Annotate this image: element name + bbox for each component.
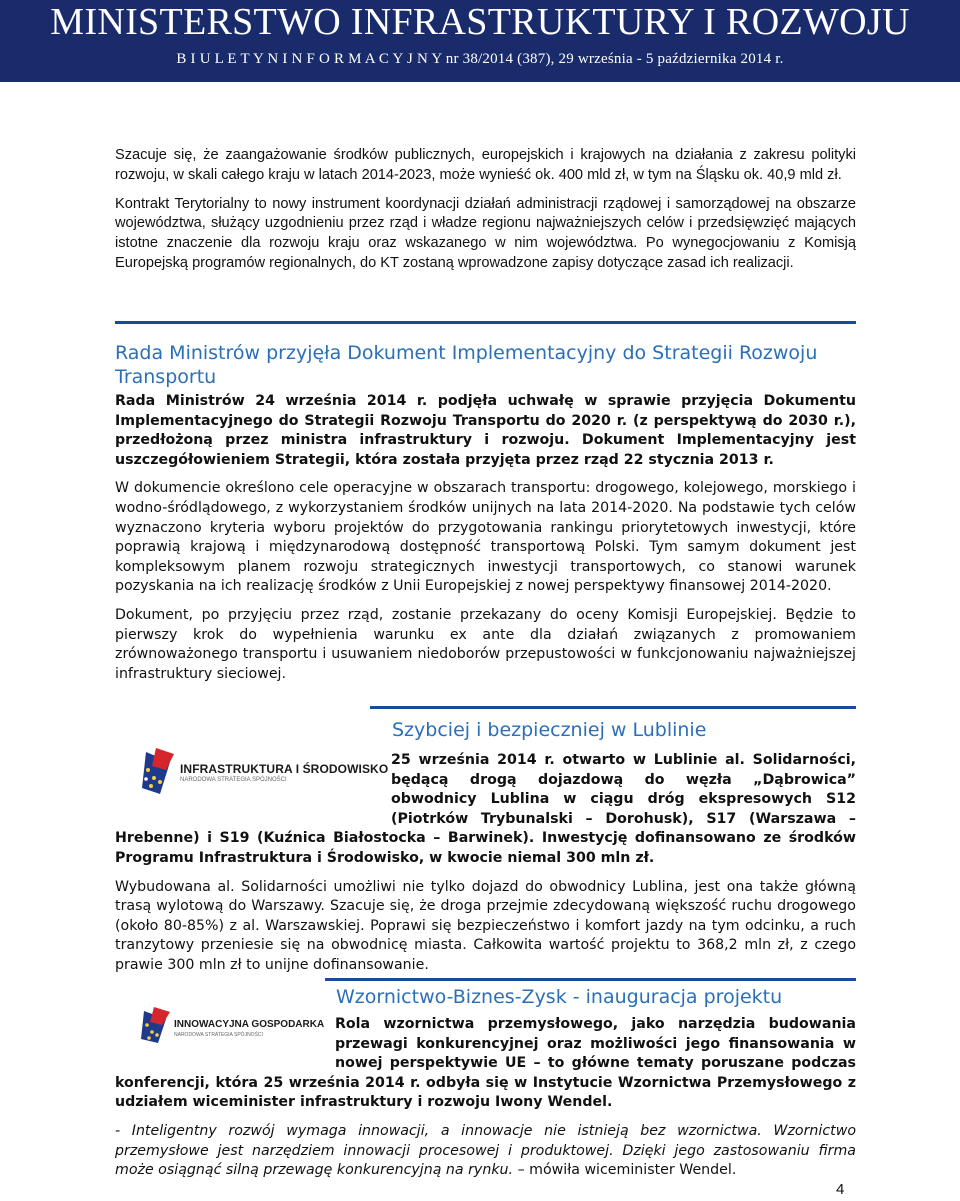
article-paragraph: W dokumencie określono cele operacyjne w obszarach transportu: drogowego, kolejowego, morskiego i wodno-śródlądowego, z wykorzystaniem środków unijnych na lata 2014-2020. Na podstawie tych celów wyznaczono kryteria wyboru projektów do przygotowania rankingu priorytetowych inwestycji, które poprawią krajową i międzynarodową dostępność transportową Polski. Tym samym dokument jest kompleksowym planem rozwoju strategicznych inwestycji transportowych, co stanowi warunek pozyskania na ich realizację środków z Unii Europejskiej z nowej perspektywy finansowej 2014-2020. bbox=[115, 480, 856, 595]
article-transport-body bbox=[115, 392, 856, 684]
quote-attribution: mówiła wiceminister Wendel. bbox=[529, 1162, 737, 1179]
article-paragraph: Dokument, po przyjęciu przez rząd, zostanie przekazany do oceny Komisji Europejskiej. Będzie to pierwszy krok do wypełnienia warunku ex ante dla działań związanych z promowaniem zrównoważonego transportu i usuwaniem niedoborów przepustowości w funkcjonowaniu najważniejszej infrastruktury sieciowej. bbox=[115, 606, 856, 682]
logo-text: INNOWACYJNA GOSPODARKA bbox=[174, 1019, 325, 1030]
section-divider bbox=[115, 321, 856, 324]
article-lead: Rada Ministrów 24 września 2014 r. podjęła uchwałę w sprawie przyjęcia Dokumentu Implementacyjnego do Strategii Rozwoju Transportu do 2020 r. (z perspektywą do 2030 r.), przedłożoną przez ministra infrastruktury i rozwoju. Dokument Implementacyjny jest uszczegółowieniem Strategii, która została przyjęta przez rząd 22 stycznia 2013 r. bbox=[115, 393, 856, 468]
article-lead: Rola wzornictwa przemysłowego, jako narzędzia budowania przewagi konkurencyjnej oraz możliwości jego finansowania w nowej perspektywie UE – to główne tematy poruszane podczas konferencji, która 25 września 2014 r. odbyła się w Instytucie Wzornictwa Przemysłowego z udziałem wiceminister infrastruktury i rozwoju Iwony Wendel. bbox=[115, 1016, 856, 1111]
ministry-title: MINISTERSTWO INFRASTRUKTURY I ROZWOJU bbox=[50, 1, 910, 43]
article-quote: - Inteligentny rozwój wymaga innowacji, a innowacje nie istnieją bez wzornictwa. Wzornictwo przemysłowe jest narzędziem innowacji procesowej i produktowej. Dzięki jego zastosowaniu firma może osiągnąć silną przewagę konkurencyjną na rynku. – mówiła wiceminister Wendel. bbox=[115, 1122, 856, 1179]
bulletin-subtitle: B I U L E T Y N I N F O R M A C Y J N Y nr 38/2014 (387), 29 września - 5 października 2014 r. bbox=[176, 51, 784, 67]
intro-paragraph-2: Kontrakt Terytorialny to nowy instrument koordynacji działań administracji rządowej i samorządowej na obszarze województwa, służący uzgodnieniu przez rząd i władze regionu najważniejszych celów i przedsięwzięć mających istotne znaczenie dla rozwoju kraju oraz wskazanego w nim województwa. Po wynegocjowaniu z Komisją Europejską programów regionalnych, do KT zostaną wprowadzone zapisy dotyczące zasad ich realizacji. bbox=[115, 195, 856, 271]
section-divider bbox=[370, 706, 856, 709]
section-divider bbox=[325, 978, 856, 981]
article-heading-wzornictwo: Wzornictwo-Biznes-Zysk - inauguracja projektu bbox=[336, 986, 783, 1008]
logo-subtext: NARODOWA STRATEGIA SPÓJNOŚCI bbox=[180, 777, 287, 783]
article-heading-lublin: Szybciej i bezpieczniej w Lublinie bbox=[392, 719, 707, 741]
page-number: 4 bbox=[836, 1181, 845, 1198]
article-heading-transport: Rada Ministrów przyjęła Dokument Implementacyjny do Strategii Rozwoju Transportu bbox=[115, 342, 818, 388]
intro-section bbox=[115, 146, 856, 274]
quote-text: - Inteligentny rozwój wymaga innowacji, a innowacje nie istnieją bez wzornictwa. Wzornictwo przemysłowe jest narzędziem innowacji procesowej i produktowej. Dzięki jego zastosowaniu firma może osiągnąć silną przewagę konkurencyjną na rynku. bbox=[115, 1122, 856, 1179]
intro-paragraph-1: Szacuje się, że zaangażowanie środków publicznych, europejskich i krajowych na działania z zakresu polityki rozwoju, w skali całego kraju w latach 2014-2023, może wynieść ok. 400 mld zł, w tym na Śląsku ok. 40,9 mld zł. bbox=[115, 147, 856, 183]
article-lublin-body bbox=[115, 751, 856, 976]
article-lead: 25 września 2014 r. otwarto w Lublinie al. Solidarności, będącą drogą dojazdową do węzła „Dąbrowica” obwodnicy Lublina w ciągu dróg ekspresowych S12 (Piotrków Trybunalski – Dorohusk), S17 (Warszawa – Hrebenne) i S19 (Kuźnica Białostocka – Barwinek). Inwestycję dofinansowano ze środków Programu Infrastruktura i Środowisko, w kwocie niemal 300 mln zł. bbox=[115, 752, 856, 866]
article-wzornictwo-body bbox=[115, 1015, 856, 1181]
article-paragraph: Wybudowana al. Solidarności umożliwi nie tylko dojazd do obwodnicy Lublina, jest ona także główną trasą wylotową do Warszawy. Szacuje się, że droga przejmie zdecydowaną większość ruchu drogowego (około 80-85%) z al. Warszawskiej. Poprawi się bezpieczeństwo i komfort jazdy na tym odcinku, a ruch tranzytowy przeniesie się na obwodnicę miasta. Całkowita wartość projektu to 368,2 mln zł, z czego prawie 300 mln zł to unijne dofinansowanie. bbox=[115, 878, 856, 973]
page-header bbox=[0, 0, 960, 82]
logo-subtext: NARODOWA STRATEGIA SPÓJNOŚCI bbox=[174, 1032, 263, 1038]
logo-text: INFRASTRUKTURA I ŚRODOWISKO bbox=[180, 762, 389, 776]
